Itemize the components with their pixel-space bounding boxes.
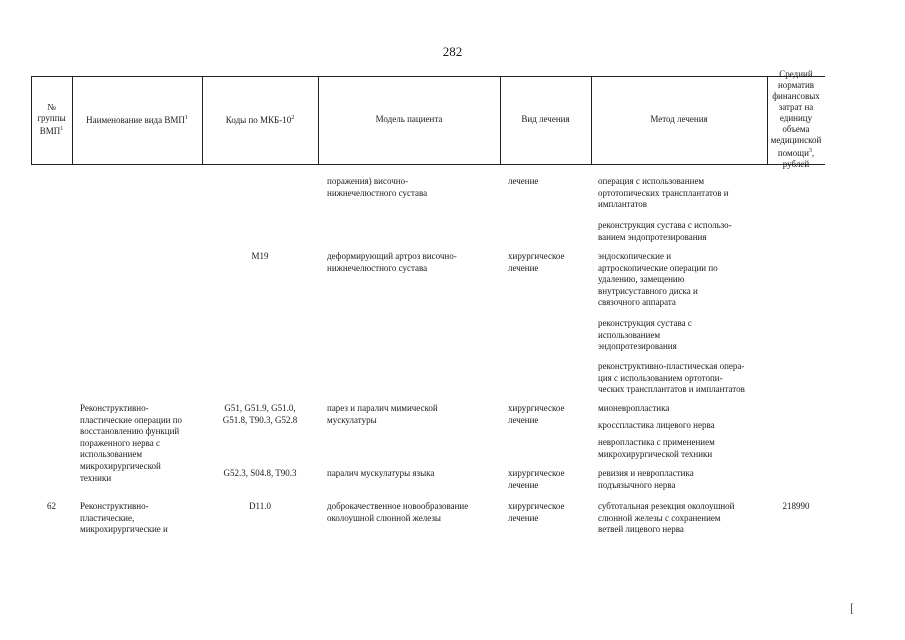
header-group: № группы ВМП$^1$: [37, 102, 66, 136]
mkb-code-cell: G52.3, S04.8, T90.3: [223, 468, 297, 478]
scan-edge-mark: [: [850, 600, 855, 615]
method-cell: мионевропластика: [598, 403, 670, 413]
header-mkb-codes: Коды по МКБ-$10^2$: [225, 115, 295, 125]
patient-model-cell: доброкачественное новообразование околоушной слюнной железы: [327, 501, 469, 523]
mkb-code-cell: M19: [251, 251, 269, 261]
method-cell: кросспластика лицевого нерва: [598, 420, 715, 430]
treatment-type-cell: хирургическое лечение: [508, 251, 565, 273]
method-cell: реконструкция сустава с использованием эндопротезирования: [598, 318, 692, 352]
header-cost: Средний норматив финансовых затрат на единицу объема медицинской помощи$^3$, рублей: [770, 69, 822, 169]
patient-model-cell: парез и паралич мимической мускулатуры: [327, 403, 438, 425]
mkb-code-cell: G51, G51.9, G51.0, G51.8, T90.3, G52.8: [222, 403, 298, 425]
method-cell: субтотальная резекция околоушной слюнной железы с сохранением ветвей лицевого нерва: [598, 501, 735, 535]
header-method: Метод лечения: [650, 114, 708, 124]
header-treatment-type: Вид лечения: [521, 114, 570, 124]
header-vmp-name: Наименование вида ВМП$^1$: [86, 115, 188, 125]
vmp-name-cell: Реконструктивно- пластические операции по восстановлению функций пораженного нерва с использованием микрохирургической техники: [80, 403, 183, 483]
page-number: 282: [442, 44, 463, 59]
treatment-type-cell: хирургическое лечение: [508, 501, 565, 523]
vmp-name-cell: Реконструктивно- пластические, микрохирургические и: [80, 501, 168, 535]
patient-model-cell: поражения) височно- нижнечелюстного сустава: [327, 176, 428, 198]
mkb-code-cell: D11.0: [249, 501, 271, 511]
method-cell: ревизия и невропластика подъязычного нерва: [598, 468, 694, 490]
treatment-type-cell: хирургическое лечение: [508, 468, 565, 490]
method-cell: невропластика с применением микрохирургической техники: [598, 437, 715, 459]
patient-model-cell: деформирующий артроз височно- нижнечелюстного сустава: [327, 251, 457, 273]
method-cell: реконструкция сустава с использо- ванием эндопротезирования: [598, 220, 732, 242]
method-cell: эндоскопические и артроскопические операции по удалению, замещению внутрисуставного диска и связочного аппарата: [598, 251, 718, 308]
method-cell: реконструктивно-пластическая опера- ция с использованием ортотопи- ческих трансплантатов и имплантатов: [598, 361, 745, 395]
treatment-type-cell: лечение: [508, 176, 539, 186]
header-patient-model: Модель пациента: [375, 114, 443, 124]
cost-cell: 218990: [782, 501, 810, 511]
group-number-cell: 62: [47, 501, 56, 511]
treatment-type-cell: хирургическое лечение: [508, 403, 565, 425]
method-cell: операция с использованием ортотопических трансплантатов и имплантатов: [598, 176, 729, 210]
patient-model-cell: паралич мускулатуры языка: [327, 468, 435, 478]
